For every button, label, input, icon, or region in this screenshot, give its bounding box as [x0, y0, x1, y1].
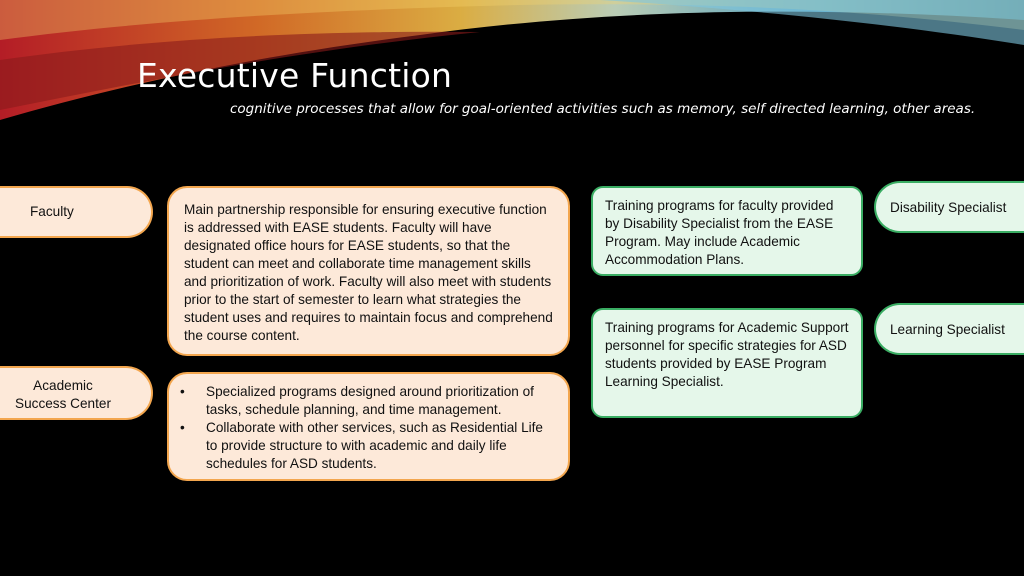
list-item — [180, 419, 554, 473]
academic-label-line1: Academic — [33, 378, 93, 393]
faculty-description-box — [167, 186, 570, 356]
bullet-symbol: • — [180, 420, 185, 435]
page-title: Executive Function — [137, 56, 453, 95]
faculty-label: Faculty — [30, 204, 74, 219]
learning-description-box — [591, 308, 863, 418]
faculty-label-box — [0, 186, 153, 238]
bullet-symbol: • — [180, 384, 185, 399]
learning-specialist-label-box — [874, 303, 1024, 355]
disability-specialist-label: Disability Specialist — [890, 200, 1007, 215]
list-item — [180, 383, 554, 419]
academic-label-line2: Success Center — [15, 396, 111, 411]
disability-specialist-label-box — [874, 181, 1024, 233]
academic-description-box — [167, 372, 570, 481]
faculty-description-text: Main partnership responsible for ensuring executive function is addressed with EASE students. Faculty will have designated office hours for EASE students, so that the student can meet and collaborate time management skills and prioritization of work. Faculty will also meet with students prior to the start of semester to learn what strategies the student uses and requires to maintain focus and comprehend the course content. — [184, 202, 553, 343]
learning-description-text: Training programs for Academic Support personnel for specific strategies for ASD students provided by EASE Program Learning Specialist. — [605, 320, 849, 389]
academic-bullet-list — [180, 383, 554, 473]
academic-success-center-label-box — [0, 366, 153, 420]
bullet-text: Specialized programs designed around prioritization of tasks, schedule planning, and time management. — [206, 384, 534, 417]
bullet-text: Collaborate with other services, such as Residential Life to provide structure to with academic and daily life schedules for ASD students. — [206, 420, 543, 471]
disability-description-box — [591, 186, 863, 276]
learning-specialist-label: Learning Specialist — [890, 322, 1005, 337]
page-subtitle: cognitive processes that allow for goal-oriented activities such as memory, self directed learning, other areas. — [230, 101, 976, 117]
disability-description-text: Training programs for faculty provided by Disability Specialist from the EASE Program. May include Academic Accommodation Plans. — [605, 198, 834, 267]
